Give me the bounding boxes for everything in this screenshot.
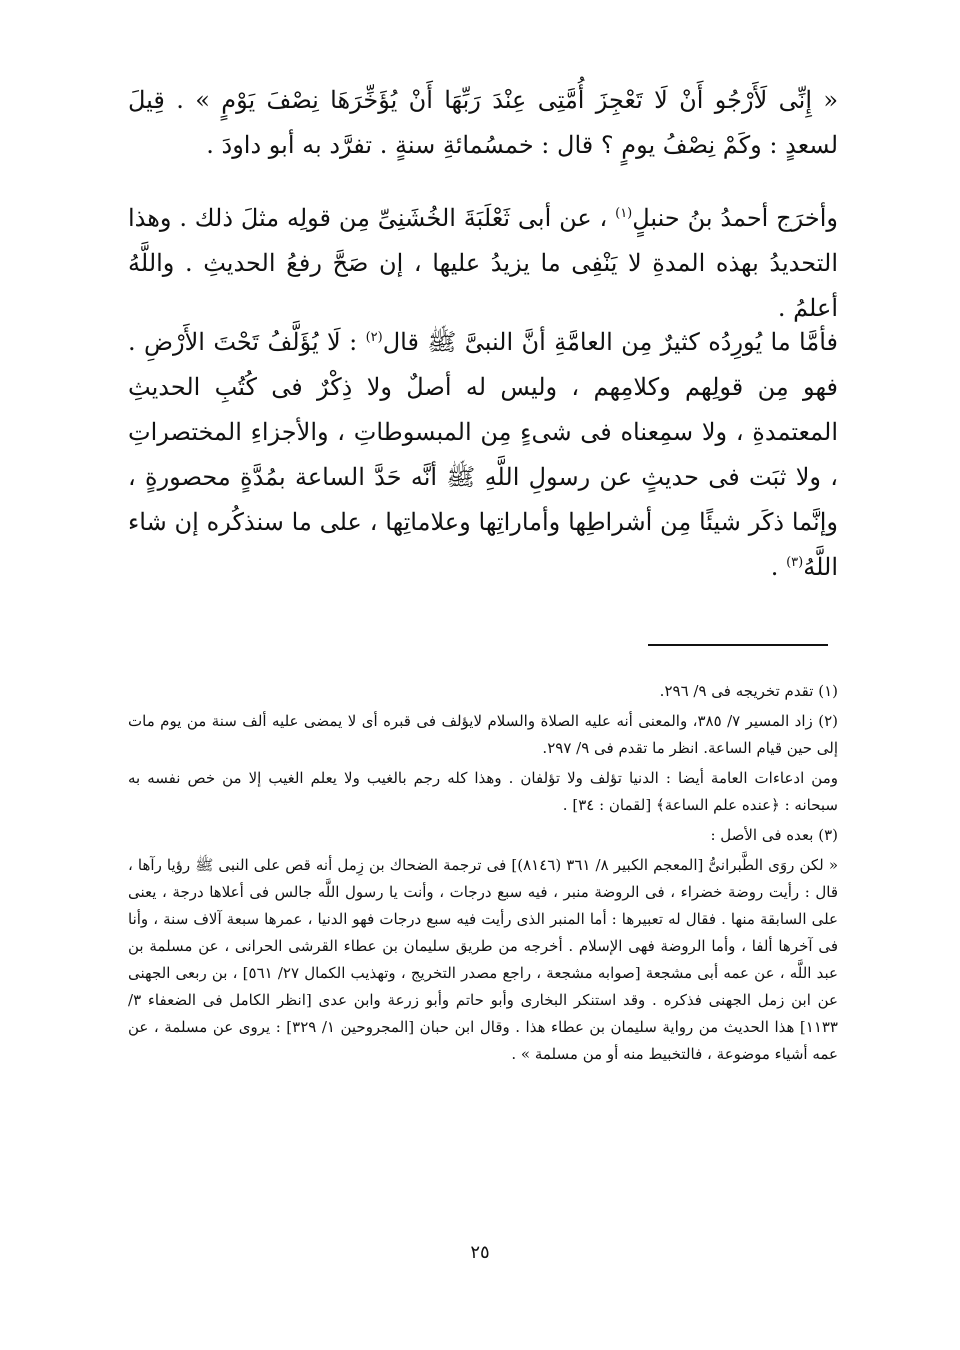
footnote-ref-3: (٣) xyxy=(786,555,804,570)
paragraph-ahmad xyxy=(128,196,838,331)
page-number: ٢٥ xyxy=(470,1242,490,1263)
paragraph-hadith: « إِنِّى لَأَرْجُو أَنْ لَا تَعْجِزَ أُمَّتِى عِنْدَ رَبِّهَا أَنْ يُؤَخِّرَهَا نِصْفَ يَوْمٍ » . قِيلَ لسعدٍ : وكَمْ نِصْفُ يومٍ ؟ قال : خمسُمائةِ سنةٍ . تفرَّد به أبو داودَ . xyxy=(128,86,838,159)
footnote-2: (٢) زاد المسير ٧/ ٣٨٥، والمعنى أنه عليه الصلاة والسلام لايؤلف فى قبره أى لا يمضى عليه ألف سنة من يوم مات إلى حين قيام الساعة. انظر ما تقدم فى ٩/ ٢٩٧. xyxy=(128,712,838,757)
footnote-1: (١) تقدم تخريجه فى ٩/ ٢٩٦. xyxy=(659,682,838,700)
paragraph-common-saying xyxy=(128,320,838,590)
footnotes xyxy=(128,678,838,1071)
footnote-divider xyxy=(648,644,828,646)
footnote-ref-1: (١) xyxy=(615,206,633,221)
footnote-3: (٣) بعده فى الأصل : xyxy=(710,826,838,844)
footnote-3-quote: « لكن روَى الطَّبرانىُّ [المعجم الكبير ٨/ ٣٦١ (٨١٤٦)] فى ترجمة الضحاك بن زِمل أنه قص على النبى ﷺ رؤيا رآها ، قال : رأيت روضة خضراء ، فى الروضة منبر ، فيه سبع درجات ، وأنت يا رسول اللَّه جالس فى أعلاها درجة ، يعنى على السابقة منها . فقال له تعبيرها : أما المنبر الذى رأيت فيه سبع درجات فهو الدنيا ، عمرها سبعة آلاف سنة ، وأنا فى آخرها ألفا ، وأما الروضة فهى الإسلام . أخرجه من طريق سليمان بن عطاء القرشى الحرانى ، عن مسلمة بن عبد اللَّه ، عن عمه أبى مشجعة [صوابه مشجعة ، راجع مصدر التخريج ، وتهذيب الكمال ٢٧/ ٥٦١] ، بن ربعى الجهنى عن ابن زمل الجهنى فذكره . وقد استنكر البخارى وأبو حاتم وأبو زرعة وابن عدى [انظر الكامل فى الضعفاء ٣/ ١١٣٣] هذا الحديث من رواية سليمان بن عطاء هذا . وقال ابن حبان [المجروحين ١/ ٣٢٩] : يروى عن مسلمة ، عن عمه أشياء موضوعة ، فالتخبيط منه أو من مسلمة » . xyxy=(128,856,839,1063)
paragraph-common-end: . xyxy=(770,553,787,581)
paragraph-common-middle: : لَا يُؤَلَّفُ تَحْتَ الأَرْضِ . فهو مِن قولِهم وكلامِهم ، وليس له أصلٌ ولا ذِكْرٌ فى كُتُبِ الحديثِ المعتمدةِ ، ولا سمِعناه فى شىءٍ مِن المبسوطاتِ ، والأجزاءِ المختصراتِ ، ولا ثبَت فى حديثٍ عن رسولِ اللَّهِ ﷺ أنَّه حَدَّ الساعة بمُدَّةٍ محصورةٍ ، وإنَّما ذكَر شيئًا مِن أشراطِها وأماراتِها وعلاماتِها ، على ما سنذكُره إن شاء اللَّهُ xyxy=(128,328,838,581)
paragraph-ahmad-start: وأخرَج أحمدُ بنُ حنبلٍ xyxy=(632,204,838,232)
paragraph-common-start: فأمَّا ما يُورِدُه كثيرٌ مِن العامَّةِ أنَّ النبىَّ ﷺ قال xyxy=(382,328,839,356)
footnote-2-continued: ومن ادعاءات العامة أيضا : الدنيا تؤلف ولا تؤلفان . وهذا كله رجم بالغيب ولا يعلم الغيب إلا من خص نفسه به سبحانه : ﴿عنده علم الساعة﴾ [لقمان : ٣٤] . xyxy=(128,769,838,814)
footnote-ref-2: (٢) xyxy=(365,330,383,345)
paragraph-ahmad-rest: ، عن أبى ثَعْلَبَةَ الخُشَنِىِّ مِن قولِه مثلَ ذلك . وهذا التحديدُ بهذه المدةِ لا يَنْفِى ما يزيدُ عليها ، إن صَحَّ رفعُ الحديثِ . واللَّهُ أعلمُ . xyxy=(128,204,838,322)
